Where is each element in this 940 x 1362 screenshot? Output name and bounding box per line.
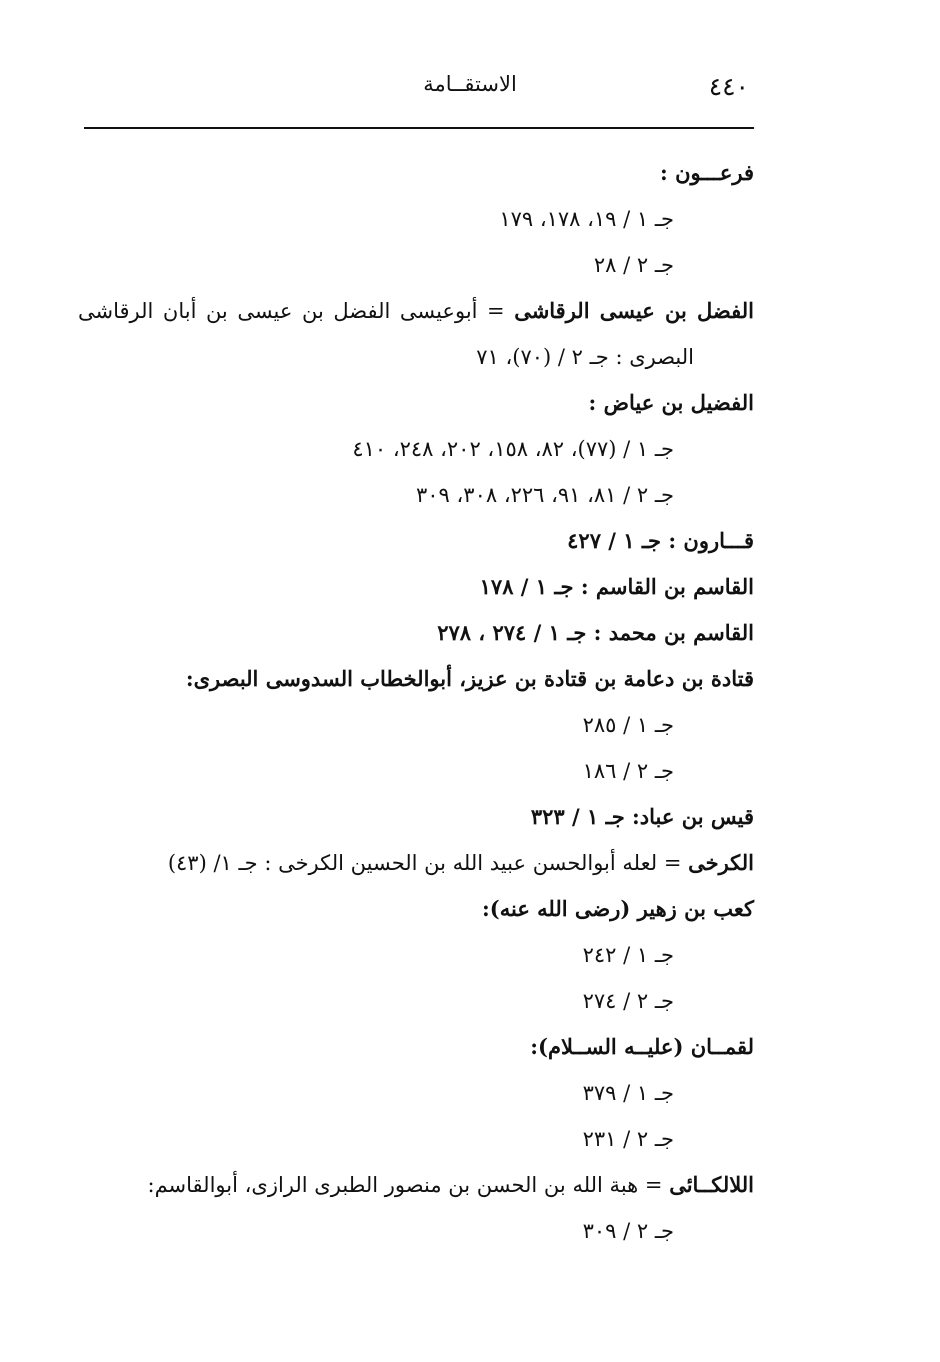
running-title: الاستقــامة bbox=[423, 72, 517, 96]
index-entry-heading: لقمــان (عليــه الســلام): bbox=[530, 1034, 754, 1059]
page-header bbox=[85, 68, 755, 108]
index-entry-heading: قيس بن عباد: جـ ١ / ٣٢٣ bbox=[530, 804, 754, 829]
index-reference: جـ ١ / ٢٨٥ bbox=[582, 713, 674, 737]
index-entry-heading: القاسم بن القاسم : جـ ١ / ١٧٨ bbox=[479, 574, 754, 599]
index-entry-heading: فرعـــون : bbox=[660, 160, 754, 185]
index-reference: جـ ١ / ٣٧٩ bbox=[582, 1081, 674, 1105]
index-entries bbox=[78, 150, 754, 1254]
index-entry-heading: كعب بن زهير (رضى الله عنه): bbox=[482, 896, 754, 921]
index-reference: جـ ١ / (٧٧)، ٨٢، ١٥٨، ٢٠٢، ٢٤٨، ٤١٠ bbox=[352, 437, 674, 461]
index-reference: جـ ٢ / ١٨٦ bbox=[582, 759, 674, 783]
index-reference: جـ ٢ / ٢٨ bbox=[593, 253, 674, 277]
index-entry-heading: قـــارون : جـ ١ / ٤٢٧ bbox=[567, 528, 754, 553]
index-reference: جـ ١ / ٢٤٢ bbox=[582, 943, 674, 967]
header-rule bbox=[84, 127, 754, 129]
index-reference: جـ ٢ / ٣٠٩ bbox=[582, 1219, 674, 1243]
page-number: ٤٤٠ bbox=[708, 72, 749, 101]
index-reference: جـ ١ / ١٩، ١٧٨، ١٧٩ bbox=[499, 207, 674, 231]
index-reference: جـ ٢ / ٨١، ٩١، ٢٢٦، ٣٠٨، ٣٠٩ bbox=[416, 483, 674, 507]
index-entry-heading: الكرخى = لعله أبوالحسن عبيد الله بن الحسين الكرخى : جـ ١/ (٤٣) bbox=[167, 850, 754, 875]
index-entry-heading: الفضل بن عيسى الرقاشى = أبوعيسى الفضل بن عيسى بن أبان الرقاشى bbox=[78, 298, 754, 323]
index-reference: جـ ٢ / ٢٣١ bbox=[582, 1127, 674, 1151]
index-reference: جـ ٢ / ٢٧٤ bbox=[582, 989, 674, 1013]
index-entry-heading: القاسم بن محمد : جـ ١ / ٢٧٤ ، ٢٧٨ bbox=[437, 620, 754, 645]
index-entry-heading: الفضيل بن عياض : bbox=[588, 390, 754, 415]
index-entry-continuation: البصرى : جـ ٢ / (٧٠)، ٧١ bbox=[476, 345, 694, 369]
index-entry-heading: اللالكــائى = هبة الله بن الحسن بن منصور الطبرى الرازى، أبوالقاسم: bbox=[147, 1172, 754, 1197]
index-entry-heading: قتادة بن دعامة بن قتادة بن عزيز، أبوالخطاب السدوسى البصرى: bbox=[185, 666, 754, 691]
